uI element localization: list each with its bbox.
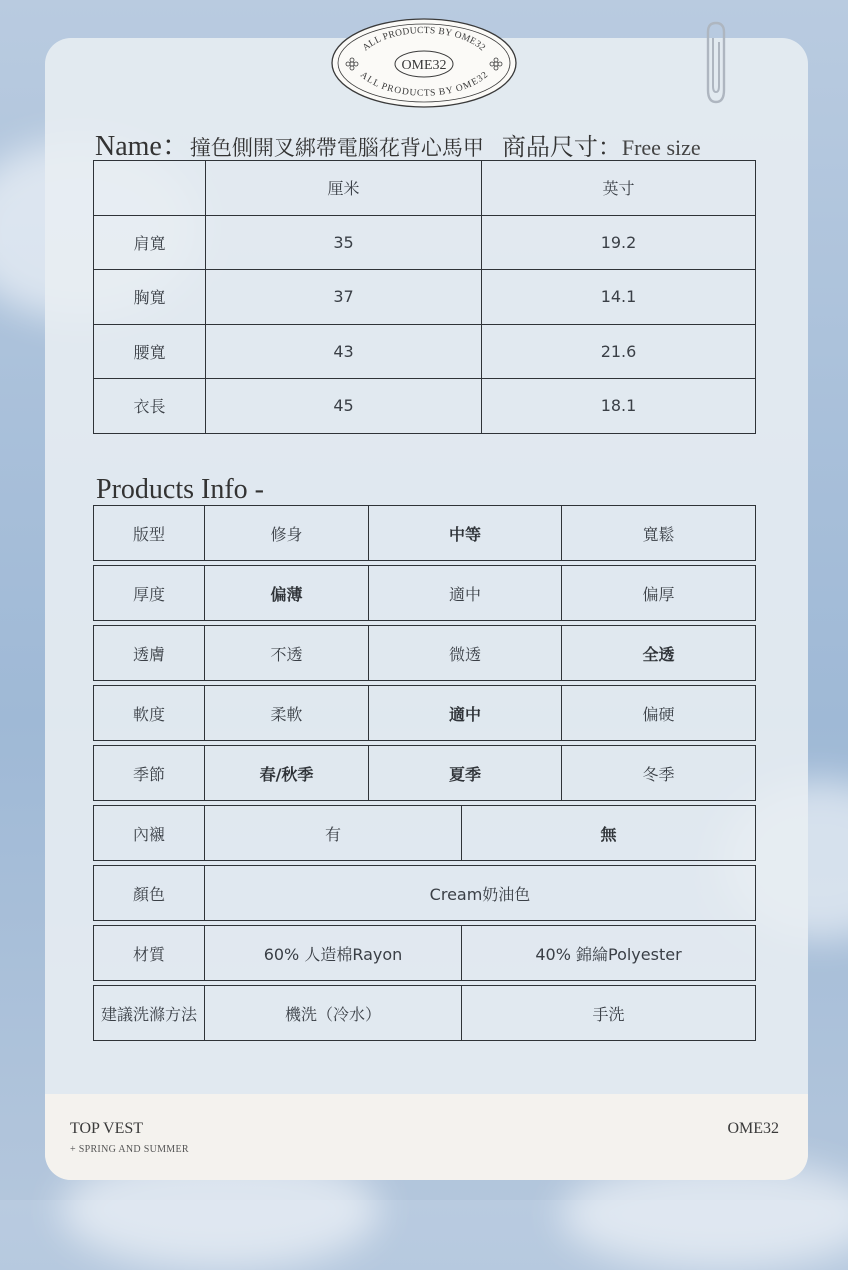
product-name-line (95, 124, 755, 160)
info-label: 軟度 (94, 686, 205, 741)
row-label: 衣長 (94, 379, 206, 434)
info-row-thickness (93, 565, 756, 621)
inch-value: 21.6 (482, 324, 756, 379)
info-row-season (93, 745, 756, 801)
footer-brand: OME32 (727, 1120, 779, 1137)
size-label: 商品尺寸： (501, 133, 622, 161)
info-row-lining (93, 805, 756, 861)
info-label: 建議洗滌方法 (94, 986, 205, 1041)
table-header-cell (94, 161, 206, 216)
logo-ring-top: ALL PRODUCTS BY OME32 (361, 25, 488, 54)
card-footer (45, 1094, 808, 1180)
wash-value: 機洗（冷水） (205, 986, 462, 1041)
inch-value: 18.1 (482, 379, 756, 434)
row-label: 肩寬 (94, 215, 206, 270)
name-label: Name： (95, 131, 190, 162)
product-name: 撞色側開叉綁帶電腦花背心馬甲 (189, 136, 484, 160)
option-cell-selected: 無 (462, 806, 756, 861)
option-cell: 偏硬 (562, 686, 756, 741)
products-info (93, 505, 755, 1045)
footer-category: TOP VEST (70, 1120, 144, 1137)
material-value: 60% 人造棉Rayon (205, 926, 462, 981)
option-cell: 修身 (205, 506, 369, 561)
table-header-cell: 英寸 (482, 161, 756, 216)
option-cell-selected: 全透 (562, 626, 756, 681)
table-row (94, 324, 756, 379)
cm-value: 35 (206, 215, 482, 270)
info-row-fit (93, 505, 756, 561)
option-cell-selected: 夏季 (369, 746, 562, 801)
cm-value: 45 (206, 379, 482, 434)
option-cell-selected: 適中 (369, 686, 562, 741)
option-cell-selected: 偏薄 (205, 566, 369, 621)
products-info-title: Products Info - (96, 474, 264, 505)
option-cell: 適中 (369, 566, 562, 621)
info-label: 厚度 (94, 566, 205, 621)
inch-value: 19.2 (482, 215, 756, 270)
row-label: 腰寬 (94, 324, 206, 379)
info-row-softness (93, 685, 756, 741)
cm-value: 37 (206, 270, 482, 325)
table-header-cell: 厘米 (206, 161, 482, 216)
info-label: 顏色 (94, 866, 205, 921)
option-cell: 柔軟 (205, 686, 369, 741)
table-header-row (94, 161, 756, 216)
option-cell: 冬季 (562, 746, 756, 801)
logo-ring-bottom: ALL PRODUCTS BY OME32 (357, 70, 491, 99)
table-row (94, 215, 756, 270)
info-row-sheer (93, 625, 756, 681)
size-table (93, 160, 756, 434)
info-row-color (93, 865, 756, 921)
info-label: 材質 (94, 926, 205, 981)
paperclip-icon (700, 20, 730, 106)
info-label: 版型 (94, 506, 205, 561)
info-row-material (93, 925, 756, 981)
size-value: Free size (621, 135, 701, 160)
brand-logo (330, 17, 518, 109)
option-cell: 偏厚 (562, 566, 756, 621)
footer-season: + SPRING AND SUMMER (70, 1144, 189, 1155)
cm-value: 43 (206, 324, 482, 379)
info-label: 透膚 (94, 626, 205, 681)
logo-center: OME32 (401, 58, 447, 73)
info-label: 內襯 (94, 806, 205, 861)
option-cell: 有 (205, 806, 462, 861)
color-value: Cream奶油色 (205, 866, 756, 921)
option-cell: 寬鬆 (562, 506, 756, 561)
row-label: 胸寬 (94, 270, 206, 325)
option-cell-selected: 春/秋季 (205, 746, 369, 801)
option-cell: 不透 (205, 626, 369, 681)
option-cell-selected: 中等 (369, 506, 562, 561)
option-cell: 微透 (369, 626, 562, 681)
info-label: 季節 (94, 746, 205, 801)
table-row (94, 270, 756, 325)
material-value: 40% 錦綸Polyester (462, 926, 756, 981)
table-row (94, 379, 756, 434)
wash-value: 手洗 (462, 986, 756, 1041)
inch-value: 14.1 (482, 270, 756, 325)
info-row-wash (93, 985, 756, 1041)
